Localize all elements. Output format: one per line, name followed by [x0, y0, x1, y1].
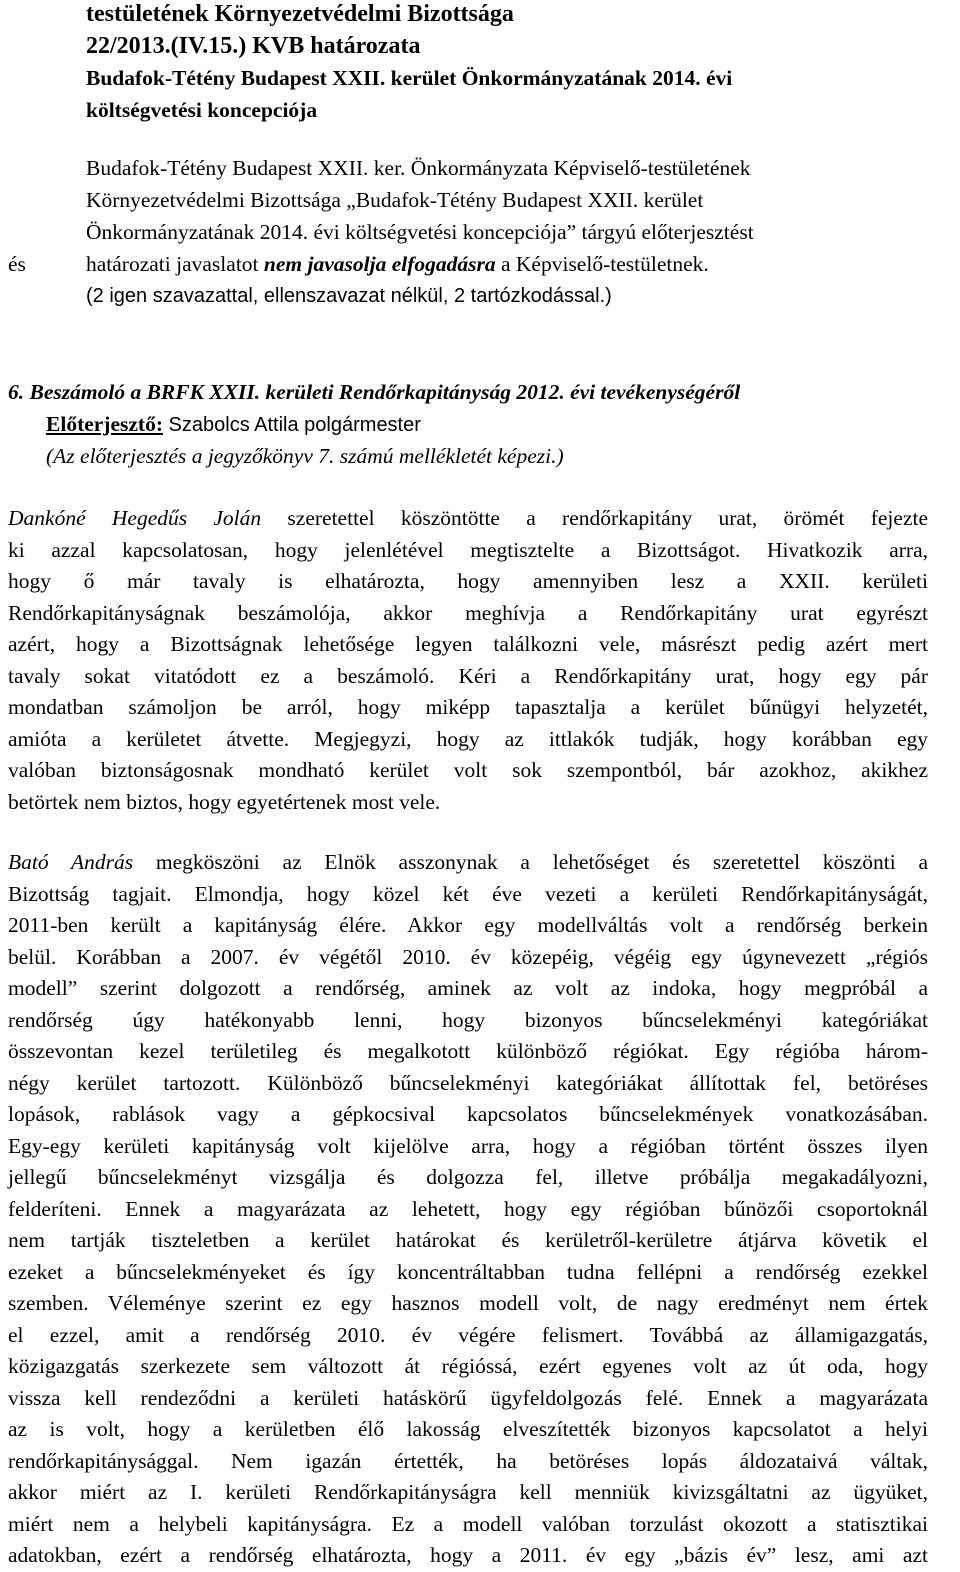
para2-line-1: Bató András megköszöni az Elnök asszonynak a lehetőséget és szeretettel köszönti a — [8, 850, 928, 874]
resolution-title-line-2: költségvetési koncepciója — [86, 98, 318, 122]
decision-line-2: Környezetvédelmi Bizottsága „Budafok-Tétény Budapest XXII. kerület — [86, 188, 704, 212]
para2-line: Bizottság tagjait. Elmondja, hogy közel két éve vezeti a kerületi Rendőrkapitányságát, — [8, 882, 928, 906]
para2-line: négy kerület tartozott. Különböző bűncselekményi kategóriákat állítottak fel, betöréses — [8, 1071, 928, 1095]
header-line-1: testületének Környezetvédelmi Bizottsága — [86, 1, 514, 27]
decision-verdict: nem javasolja elfogadásra — [263, 252, 496, 276]
para2-line: adatokban, ezért a rendőrség elhatározta, hogy a 2011. év egy „bázis év” lesz, ami azt — [8, 1543, 928, 1567]
para2-line: szemben. Véleménye szerint ez egy hasznos modell volt, de nagy eredményt nem értek — [8, 1291, 928, 1315]
para1-line-last: betörtek nem biztos, hogy egyetértenek most vele. — [8, 790, 441, 814]
para2-line: közigazgatás szerkezete sem változott át régióssá, ezért egyenes volt az út oda, hogy — [8, 1354, 928, 1378]
para2-line: miért nem a helybeli kapitányságra. Ez a modell valóban torzulást okozott a statisztikai — [8, 1512, 928, 1536]
para1-line: tavaly sokat vitatódott ez a beszámoló. Kéri a Rendőrkapitány urat, hogy egy pár — [8, 664, 928, 688]
para1-line: hogy ő már tavaly is elhatározta, hogy amennyiben lesz a XXII. kerületi — [8, 569, 928, 593]
para2-line: felderíteni. Ennek a magyarázata az lehetett, hogy egy régióban bűnözői csoportoknál — [8, 1197, 928, 1221]
para2-line: ezeket a bűncselekményeket és így koncentráltabban tudna fellépni a rendőrség ezekkel — [8, 1260, 928, 1284]
attachment-note: (Az előterjesztés a jegyzőkönyv 7. számú mellékletét képezi.) — [46, 444, 564, 468]
para1-line-1: Dankóné Hegedűs Jolán szeretettel köszöntötte a rendőrkapitány urat, örömét fejezte — [8, 506, 928, 530]
decision-line-4 — [86, 254, 709, 276]
resolution-number: 22/2013.(IV.15.) KVB határozata — [86, 33, 421, 59]
para1-line: mondatban számoljon be arról, hogy miképp tapasztalja a kerület bűnügyi helyzetét, — [8, 695, 928, 719]
decision-text-a: határozati javaslatot — [86, 252, 264, 276]
presenter-line — [46, 414, 421, 436]
para1-line: ki azzal kapcsolatosan, hogy jelenlétével megtisztelte a Bizottságot. Hivatkozik arra, — [8, 538, 928, 562]
para2-line: rendőrkapitánysággal. Nem igazán értették, ha betöréses lopás áldozataivá váltak, — [8, 1449, 928, 1473]
para2-line: lopások, rablások vagy a gépkocsival kapcsolatos bűncselekmények vonatkozásában. — [8, 1102, 928, 1126]
para2-line: akkor miért az I. kerületi Rendőrkapitányságra kell menniük kivizsgáltatni az ügyüket, — [8, 1480, 928, 1504]
para2-line: nem tartják tiszteletben a kerület határokat és kerületről-kerületre átjárva követik el — [8, 1228, 928, 1252]
presenter-name: Szabolcs Attila polgármester — [163, 414, 421, 436]
resolution-title-line-1: Budafok-Tétény Budapest XXII. kerület Önkormányzatának 2014. évi — [86, 66, 733, 90]
speaker-name: Dankóné Hegedűs Jolán — [8, 506, 262, 530]
decision-line-1: Budafok-Tétény Budapest XXII. ker. Önkormányzata Képviselő-testületének — [86, 156, 751, 180]
para2-line: 2011-ben került a kapitányság élére. Akkor egy modellváltás volt a rendőrség berkein — [8, 913, 928, 937]
para1-line: valóban biztonságosnak mondható kerület volt sok szempontból, bár azokhoz, akikhez — [8, 758, 928, 782]
para2-line: el ezzel, amit a rendőrség 2010. év végére felismert. Továbbá az államigazgatás, — [8, 1323, 928, 1347]
decision-text-c: a Képviselő-testületnek. — [495, 252, 709, 276]
speaker-name: Bató András — [8, 850, 134, 874]
para2-line: Egy-egy kerületi kapitányság volt kijelölve arra, hogy a régióban történt összes ilyen — [8, 1134, 928, 1158]
agenda-item-title: 6. Beszámoló a BRFK XXII. kerületi Rendőrkapitányság 2012. évi tevékenységéről — [8, 380, 741, 404]
decision-line-4-prefix: és — [8, 252, 26, 276]
para2-line: belül. Korábban a 2007. év végétől 2010. év közepéig, végéig egy úgynevezett „régiós — [8, 945, 928, 969]
presenter-label: Előterjesztő: — [46, 412, 163, 436]
para2-line: jellegű bűncselekményt vizsgálja és dolgozza fel, illetve próbálja megakadályozni, — [8, 1165, 928, 1189]
para1-line: azért, hogy a Bizottságnak lehetősége legyen találkozni vele, másrészt pedig azért mert — [8, 632, 928, 656]
decision-line-3: Önkormányzatának 2014. évi költségvetési koncepciója” tárgyú előterjesztést — [86, 220, 754, 244]
para2-line: rendőrség úgy hatékonyabb lenni, hogy bizonyos bűncselekményi kategóriákat — [8, 1008, 928, 1032]
para1-line: amióta a kerületet átvette. Megjegyzi, hogy az ittlakók tudják, hogy korábban egy — [8, 727, 928, 751]
para2-line: vissza kell rendeződni a kerületi hatáskörű ügyfeldolgozás felé. Ennek a magyarázata — [8, 1386, 928, 1410]
para2-line: modell” szerint dolgozott a rendőrség, aminek az volt az indoka, hogy megpróbál a — [8, 976, 928, 1000]
para2-line: az is volt, hogy a kerületben élő lakosság elveszítették bizonyos kapcsolatot a helyi — [8, 1417, 928, 1441]
para1-line: Rendőrkapitányságnak beszámolója, akkor meghívja a Rendőrkapitány urat egyrészt — [8, 601, 928, 625]
vote-result: (2 igen szavazattal, ellenszavazat nélkül, 2 tartózkodással.) — [86, 285, 612, 307]
para2-line: összevontan kezel területileg és megalkotott különböző régiókat. Egy régióba három- — [8, 1039, 928, 1063]
